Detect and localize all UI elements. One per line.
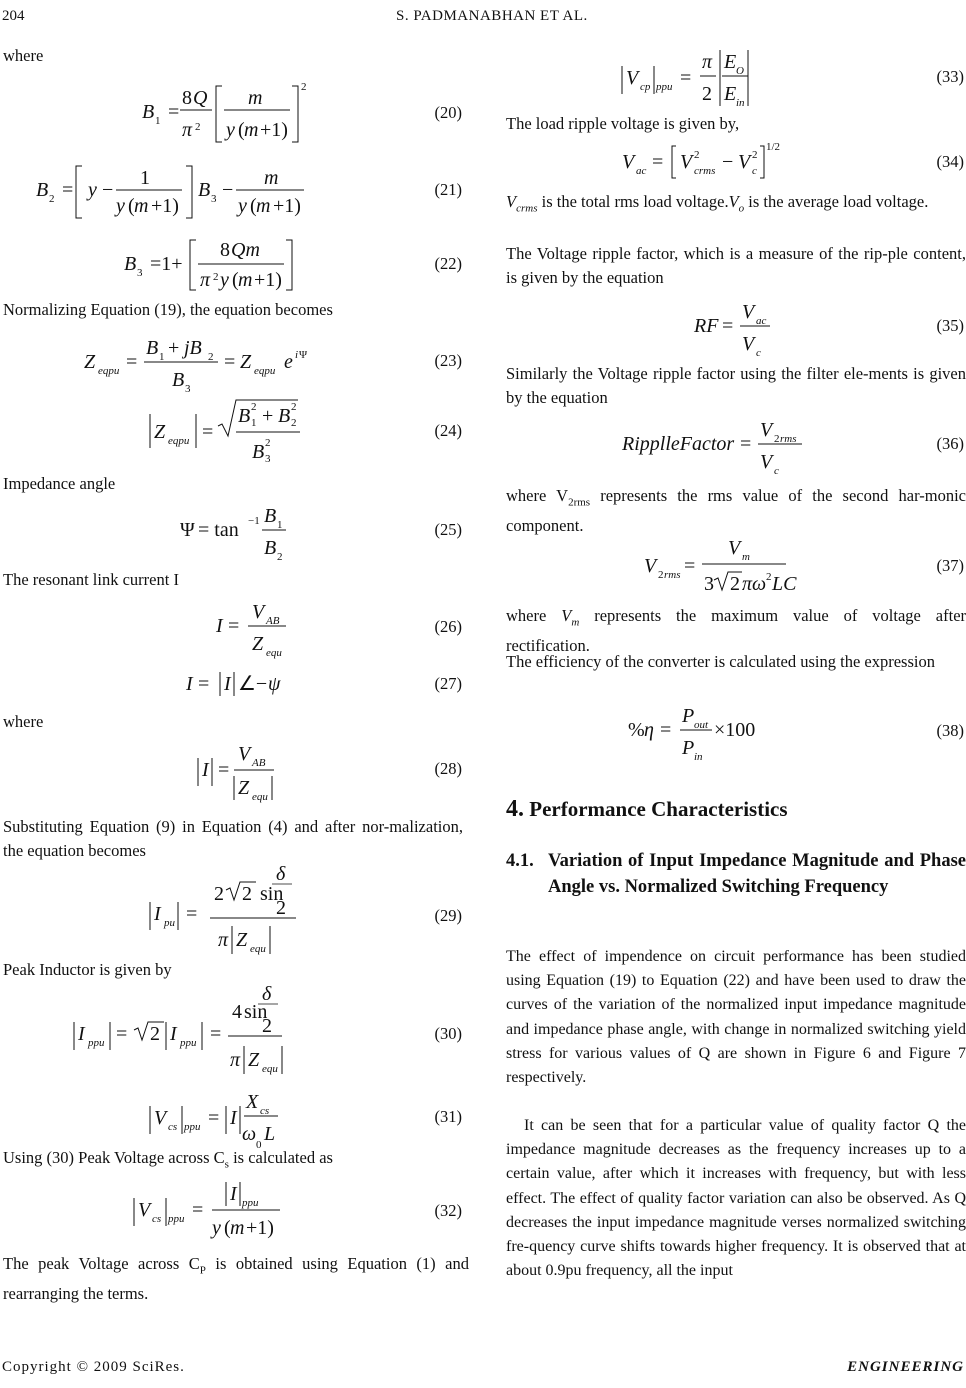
svg-text:V: V [728, 537, 741, 559]
svg-text:equ: equ [262, 1063, 278, 1075]
svg-text:2: 2 [277, 551, 283, 563]
svg-text:V: V [760, 451, 773, 473]
svg-text:1: 1 [251, 417, 257, 429]
equation-29-formula [148, 863, 298, 966]
svg-text:=1+: =1+ [150, 253, 183, 275]
svg-text:pu: pu [164, 917, 175, 929]
svg-text:ppu: ppu [184, 1121, 201, 1133]
equation-34 [622, 140, 964, 184]
equation-31-formula [148, 1084, 298, 1150]
svg-text:=: = [660, 719, 672, 741]
svg-text:=: = [198, 673, 210, 695]
svg-text:ω: ω [242, 1123, 257, 1145]
equation-29 [148, 863, 462, 966]
svg-text:=: = [218, 759, 230, 781]
svg-text:2: 2 [49, 193, 55, 205]
equation-number: (28) [434, 759, 462, 778]
svg-text:3: 3 [137, 267, 143, 279]
svg-text:Z: Z [236, 929, 248, 951]
svg-text:πω: πω [742, 573, 767, 595]
svg-text:2: 2 [251, 401, 257, 413]
equation-33 [620, 44, 964, 110]
equation-21-formula [36, 158, 316, 222]
svg-text:=: = [684, 555, 696, 577]
vo-symbol: V [728, 192, 739, 211]
svg-text:V: V [238, 743, 251, 765]
svg-text:η: η [644, 719, 654, 741]
svg-text:ppu: ppu [168, 1213, 185, 1225]
section-heading [506, 796, 788, 823]
peak-inductor-text: Peak Inductor is given by [3, 960, 172, 979]
using-30-tail: is calculated as [228, 1148, 333, 1167]
svg-text:Z: Z [84, 351, 96, 373]
svg-text:E: E [724, 83, 737, 105]
svg-text:=: = [192, 1199, 204, 1221]
equation-number: (37) [936, 556, 964, 575]
svg-text:crms: crms [694, 165, 716, 177]
svg-text:+1): +1) [246, 1217, 274, 1239]
where-vm-symbol: V [561, 606, 572, 625]
equation-number: (26) [434, 617, 462, 636]
equation-25 [180, 498, 462, 562]
peak-cp-tail: is obtained using Equation (1) and rearranging the terms. [3, 1254, 469, 1304]
svg-text:I: I [170, 1023, 177, 1045]
svg-text:I: I [224, 673, 231, 695]
svg-text:−: − [222, 179, 234, 201]
svg-text:equ: equ [252, 791, 268, 803]
svg-text:c: c [774, 465, 779, 477]
svg-text:m: m [230, 1217, 245, 1239]
equation-20 [140, 78, 462, 148]
svg-text:+: + [262, 405, 274, 427]
equation-27-formula [186, 666, 296, 702]
svg-text:B: B [172, 369, 185, 391]
vcrms-symbol: V [506, 192, 517, 211]
equation-number: (35) [936, 316, 964, 335]
equation-number: (34) [936, 152, 964, 171]
svg-text:3: 3 [185, 383, 191, 395]
svg-text:I: I [216, 615, 223, 637]
svg-text:2: 2 [291, 401, 297, 413]
equation-30-formula [72, 984, 292, 1084]
subsection-title: Variation of Input Impedance Magnitude and Phase Angle vs. Normalized Switching Frequency [548, 851, 966, 897]
svg-text:equ: equ [266, 647, 282, 659]
svg-text:B: B [278, 405, 291, 427]
svg-text:ac: ac [636, 165, 647, 177]
svg-text:1: 1 [277, 519, 283, 531]
svg-text:B: B [142, 101, 155, 123]
equation-number: (22) [434, 254, 462, 273]
svg-text:c: c [756, 347, 761, 359]
svg-text:π: π [200, 269, 211, 291]
svg-text:B: B [252, 441, 265, 463]
svg-text:I: I [230, 1183, 237, 1205]
equation-25-formula [180, 498, 310, 562]
svg-text:rms: rms [664, 569, 681, 581]
footer-copyright: Copyright © 2009 SciRes. [2, 1359, 185, 1375]
svg-text:=: = [224, 351, 236, 373]
equation-37 [644, 534, 964, 598]
svg-text:y: y [226, 119, 235, 141]
svg-text:π: π [218, 929, 229, 951]
svg-text:Z: Z [240, 351, 252, 373]
svg-text:AB: AB [266, 615, 280, 627]
vcrms-sub: crms [516, 202, 538, 215]
equation-36 [622, 414, 964, 477]
svg-text:cp: cp [640, 81, 651, 93]
equation-31 [148, 1084, 462, 1150]
svg-text:y: y [220, 269, 229, 291]
load-ripple-text: The load ripple voltage is given by, [506, 114, 740, 133]
equation-36-formula [622, 414, 812, 477]
svg-text:ac: ac [756, 315, 767, 327]
svg-text:=: = [126, 351, 138, 373]
equation-28 [196, 738, 462, 803]
svg-text:1: 1 [155, 115, 161, 127]
equation-21 [36, 158, 462, 222]
svg-text:1: 1 [159, 351, 165, 363]
svg-text:+1): +1) [151, 195, 179, 217]
equation-22 [124, 234, 462, 294]
svg-text:LC: LC [772, 573, 797, 595]
svg-text:ppu: ppu [88, 1037, 105, 1049]
svg-text:2: 2 [752, 149, 758, 161]
svg-text:%: % [628, 719, 645, 741]
subsection-number: 4.1. [506, 851, 534, 871]
vo-desc: is the average load voltage. [744, 192, 929, 211]
normalizing-text: Normalizing Equation (19), the equation becomes [3, 300, 333, 319]
svg-text:2: 2 [766, 571, 772, 583]
svg-text:=: = [168, 101, 180, 123]
svg-text:Z: Z [238, 777, 250, 799]
svg-text:m: m [256, 195, 271, 217]
equation-number: (29) [434, 906, 462, 925]
svg-text:out: out [694, 719, 709, 731]
svg-text:Z: Z [252, 633, 264, 655]
svg-text:O: O [736, 65, 744, 77]
svg-text:Z: Z [154, 421, 166, 443]
svg-text:B: B [264, 505, 277, 527]
svg-text:=: = [740, 433, 752, 455]
vo-sub: o [738, 202, 745, 215]
equation-number: (32) [434, 1201, 462, 1220]
svg-text:B: B [146, 337, 159, 359]
svg-text:=: = [186, 903, 198, 925]
svg-text:V: V [626, 67, 639, 89]
svg-text:ψ: ψ [268, 673, 281, 695]
svg-text:2: 2 [702, 83, 712, 105]
svg-text:2: 2 [276, 897, 286, 919]
equation-24 [148, 396, 462, 466]
svg-text:=: = [202, 421, 214, 443]
equation-35-formula [694, 296, 774, 359]
equation-26-formula [216, 596, 306, 658]
svg-text:Q: Q [193, 87, 208, 109]
equation-38-formula [628, 700, 758, 762]
svg-text:π: π [702, 51, 713, 73]
equation-number: (20) [434, 103, 462, 122]
svg-text:y: y [238, 195, 247, 217]
svg-text:Ψ: Ψ [299, 349, 308, 361]
svg-text:in: in [694, 751, 703, 763]
svg-text:=: = [62, 179, 74, 201]
svg-text:V: V [644, 555, 657, 577]
svg-text:V: V [742, 301, 755, 323]
svg-text:8: 8 [220, 239, 230, 261]
svg-text:2: 2 [208, 351, 214, 363]
svg-text:(: ( [238, 119, 245, 141]
svg-text:y: y [212, 1217, 221, 1239]
svg-text:2: 2 [265, 437, 271, 449]
svg-text:cs: cs [168, 1121, 178, 1133]
svg-text:2: 2 [195, 121, 201, 133]
svg-text:P: P [682, 737, 695, 759]
svg-text:X: X [246, 1091, 259, 1113]
equation-30 [72, 984, 462, 1084]
svg-text:×100: ×100 [714, 719, 756, 741]
equation-32 [132, 1176, 462, 1246]
using-30-text [3, 1146, 333, 1176]
svg-text:I: I [186, 673, 193, 695]
body-paragraph-2: It can be seen that for a particular value of quality factor Q the impedance magnitude decreases as the frequency increases up to a certain value, after which it increases with frequency, but with less effect. The effect of quality factor variation can also be observed. As Q decreases the input impedance magnitude verses normalized switching fre-quency curve shifts towards higher frequency. It is observed that at about 0.9pu frequency, all the input [506, 1117, 966, 1280]
equation-38 [628, 700, 964, 762]
impedance-angle-text: Impedance angle [3, 474, 116, 493]
equation-33-formula [620, 44, 760, 110]
svg-text:sin: sin [244, 1001, 268, 1023]
body-paragraph-1: The effect of impendence on circuit performance has been studied using Equation (19) to Equation (22) and have been used to draw the curves of the variation of the normalized input impedance magnitude and impedance phase angle, with change in normalized switching yield stress for various values of Q are shown in Figure 6 and Figure 7 respectively. [506, 948, 966, 1087]
equation-number: (27) [434, 674, 462, 693]
svg-text:+1): +1) [254, 269, 282, 291]
svg-text:=: = [116, 1023, 128, 1045]
svg-text:I: I [202, 759, 209, 781]
equation-number: (23) [434, 351, 462, 370]
svg-text:2: 2 [774, 433, 780, 445]
svg-text:V: V [738, 151, 751, 173]
svg-text:V: V [138, 1199, 151, 1221]
svg-text:2: 2 [301, 81, 307, 93]
running-title: S. PADMANABHAN ET AL. [396, 8, 588, 24]
svg-text:V: V [742, 333, 755, 355]
svg-text:=: = [210, 1023, 222, 1045]
footer-journal: ENGINEERING [847, 1359, 964, 1375]
svg-text:+1): +1) [260, 119, 288, 141]
where-v2rms-main: where V [506, 486, 569, 505]
svg-text:3: 3 [265, 453, 271, 465]
equation-number: (25) [434, 520, 462, 539]
equation-24-formula [148, 396, 318, 466]
where-vm-sub: m [571, 616, 580, 629]
svg-text:eqpu: eqpu [254, 365, 276, 377]
svg-text:RF: RF [694, 315, 719, 337]
svg-text:RipplleFactor: RipplleFactor [622, 433, 735, 455]
svg-text:1/2: 1/2 [766, 141, 781, 153]
svg-text:=: = [680, 67, 692, 89]
svg-text:I: I [78, 1023, 85, 1045]
svg-text:2: 2 [150, 1023, 160, 1045]
svg-text:(: ( [232, 269, 239, 291]
svg-text:2: 2 [213, 271, 219, 283]
similarly-text: Similarly the Voltage ripple factor using the filter ele-ments is given by the equation [506, 364, 966, 407]
equation-number: (31) [434, 1107, 462, 1126]
section-title: Performance Characteristics [524, 797, 788, 821]
svg-text:−: − [102, 179, 114, 201]
svg-text:V: V [680, 151, 693, 173]
svg-text:equ: equ [250, 943, 266, 955]
equation-35 [694, 296, 964, 359]
svg-text:−: − [722, 151, 734, 173]
svg-text:B: B [124, 253, 137, 275]
svg-text:−1: −1 [248, 515, 260, 527]
equation-number: (21) [434, 180, 462, 199]
svg-text:m: m [238, 269, 253, 291]
svg-text:V: V [622, 151, 635, 173]
svg-text:=: = [722, 315, 734, 337]
svg-text:Qm: Qm [231, 239, 260, 261]
svg-text:m: m [244, 119, 259, 141]
svg-text:=: = [652, 151, 664, 173]
equation-23-formula [84, 330, 324, 395]
svg-text:V: V [154, 1107, 167, 1129]
svg-text:I: I [154, 903, 161, 925]
svg-text:eqpu: eqpu [168, 435, 190, 447]
peak-voltage-cp-text [3, 1252, 469, 1306]
svg-text:m: m [742, 551, 750, 563]
svg-text:2: 2 [291, 417, 297, 429]
svg-text:B: B [198, 179, 211, 201]
equation-22-formula [124, 234, 304, 294]
svg-text:m: m [248, 87, 263, 109]
svg-text:ppu: ppu [242, 1197, 259, 1209]
svg-text:2: 2 [730, 573, 740, 595]
svg-text:AB: AB [252, 757, 266, 769]
svg-text:4: 4 [232, 1001, 242, 1023]
svg-text:y: y [116, 195, 125, 217]
page-number: 204 [2, 8, 25, 24]
using-30-main: Using (30) Peak Voltage across C [3, 1148, 225, 1167]
peak-cp-sub: P [199, 1264, 206, 1277]
svg-text:sin: sin [260, 883, 284, 905]
svg-text:3: 3 [704, 573, 714, 595]
equation-number: (38) [936, 721, 964, 740]
svg-text:B: B [264, 537, 277, 559]
equation-37-formula [644, 534, 797, 598]
equation-28-formula [196, 738, 296, 803]
svg-text:rms: rms [780, 433, 797, 445]
where-vm-tail: represents the maximum value of voltage after rectification. [506, 606, 966, 656]
svg-text:V: V [252, 601, 265, 623]
svg-text:eqpu: eqpu [98, 365, 120, 377]
svg-text:e: e [284, 351, 293, 373]
where-text: where [3, 46, 44, 65]
subsection-heading [506, 848, 966, 900]
svg-text:in: in [736, 97, 745, 109]
resonant-link-text: The resonant link current I [3, 570, 179, 589]
svg-text:(: ( [128, 195, 135, 217]
svg-text:cs: cs [152, 1213, 162, 1225]
svg-text:δ: δ [276, 863, 286, 885]
svg-text:δ: δ [262, 983, 272, 1005]
section-number: 4. [506, 796, 524, 822]
svg-text:B: B [238, 405, 251, 427]
peak-cp-main: The peak Voltage across C [3, 1254, 200, 1273]
svg-text:∠−: ∠− [238, 673, 268, 695]
svg-text:cs: cs [260, 1105, 270, 1117]
svg-text:y: y [88, 179, 97, 201]
svg-text:B: B [36, 179, 49, 201]
svg-text:(: ( [224, 1217, 231, 1239]
vcrms-text [506, 190, 966, 220]
svg-text:π: π [182, 119, 193, 141]
equation-34-formula [622, 140, 782, 184]
svg-text:m: m [264, 167, 279, 189]
svg-text:2: 2 [262, 1015, 272, 1037]
equation-number: (33) [936, 67, 964, 86]
ripple-factor-text: The Voltage ripple factor, which is a measure of the rip-ple content, is given by the equation [506, 244, 966, 287]
svg-text:= tan: = tan [198, 519, 239, 541]
equation-number: (36) [936, 434, 964, 453]
vcrms-desc: is the total rms load voltage. [537, 192, 729, 211]
svg-text:L: L [264, 1123, 276, 1145]
equation-20-formula [140, 78, 320, 148]
svg-text:0: 0 [256, 1139, 262, 1151]
svg-text:2: 2 [214, 883, 224, 905]
svg-text:(: ( [250, 195, 257, 217]
svg-text:1: 1 [140, 167, 150, 189]
svg-text:jB: jB [184, 337, 202, 359]
svg-text:P: P [682, 705, 695, 727]
svg-text:2: 2 [658, 569, 664, 581]
equation-26 [216, 596, 462, 658]
svg-text:=: = [208, 1107, 220, 1129]
where-v2rms-sub: 2rms [568, 496, 591, 509]
equation-number: (24) [434, 421, 462, 440]
equation-number: (30) [434, 1024, 462, 1043]
equation-23 [84, 330, 462, 395]
using-30-sub: s [224, 1158, 229, 1171]
substituting-text: Substituting Equation (9) in Equation (4) and after nor-malization, the equation becomes [3, 817, 463, 860]
svg-text:+1): +1) [273, 195, 301, 217]
efficiency-text: The efficiency of the converter is calculated using the expression [506, 652, 935, 671]
svg-text:+: + [168, 337, 180, 359]
svg-text:ppu: ppu [656, 81, 673, 93]
svg-text:2: 2 [242, 883, 252, 905]
svg-text:i: i [295, 349, 299, 361]
equation-32-formula [132, 1176, 292, 1246]
where-text-2: where [3, 712, 44, 731]
svg-text:8: 8 [182, 87, 192, 109]
svg-text:Z: Z [248, 1049, 260, 1071]
where-vm-main: where [506, 606, 562, 625]
where-v2rms-text [506, 484, 966, 538]
equation-27 [186, 666, 462, 702]
svg-text:=: = [228, 615, 240, 637]
svg-text:V: V [760, 419, 773, 441]
svg-text:m: m [134, 195, 149, 217]
where-v2rms-tail: represents the rms value of the second har-monic component. [506, 486, 966, 536]
svg-text:2: 2 [694, 149, 700, 161]
svg-text:3: 3 [211, 193, 217, 205]
svg-text:c: c [752, 165, 757, 177]
svg-text:E: E [724, 51, 737, 73]
svg-text:Ψ: Ψ [180, 519, 195, 541]
svg-text:I: I [230, 1107, 237, 1129]
svg-text:ppu: ppu [180, 1037, 197, 1049]
svg-text:π: π [230, 1049, 241, 1071]
